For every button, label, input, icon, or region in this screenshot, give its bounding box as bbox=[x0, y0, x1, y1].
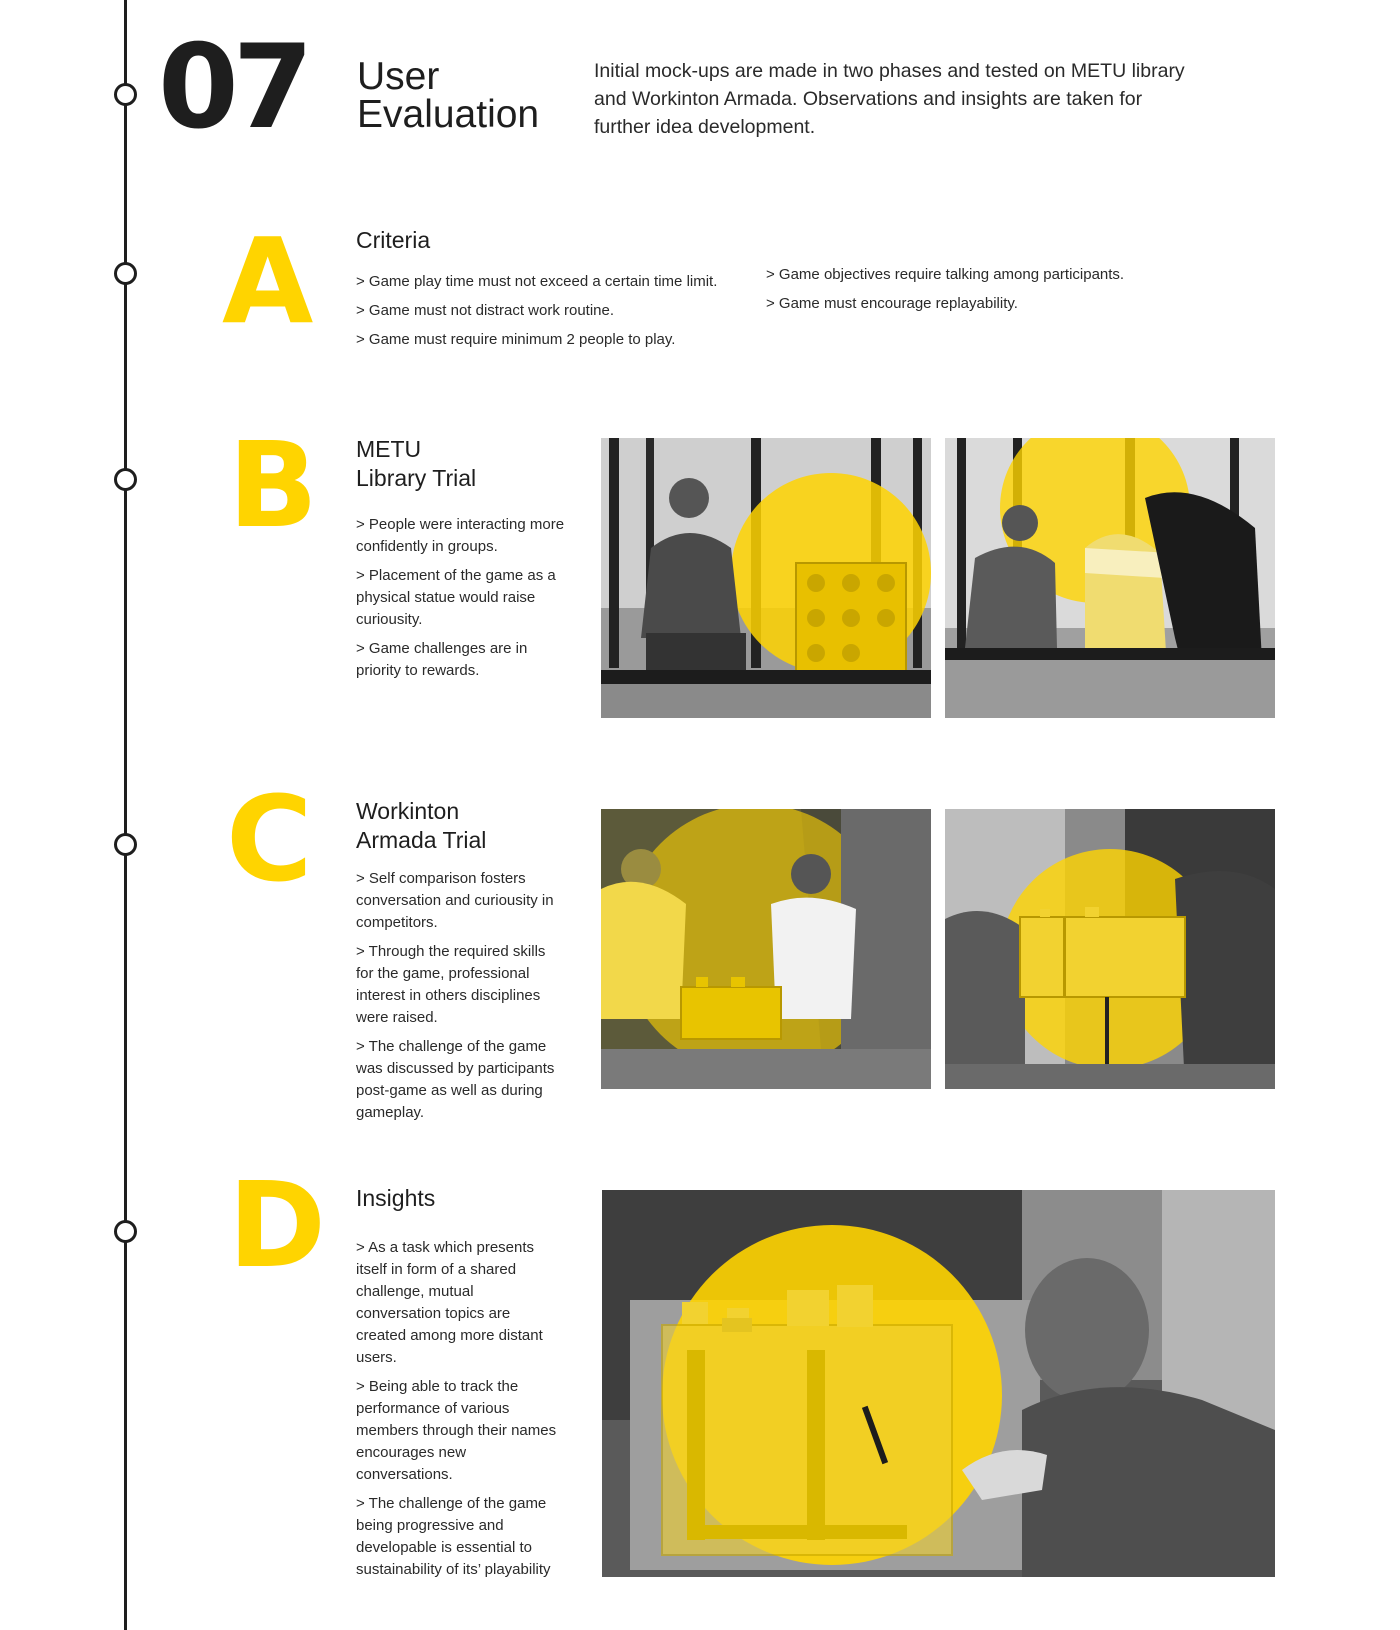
metu-photo-bench bbox=[601, 438, 931, 718]
timeline-line bbox=[124, 0, 127, 1630]
workinton-photo-game-box bbox=[945, 809, 1275, 1089]
metu-trial-item: > People were interacting more confidently in groups. bbox=[356, 516, 565, 555]
insights-heading: Insights bbox=[356, 1185, 436, 1211]
intro-paragraph: Initial mock-ups are made in two phases and tested on METU library and Workinton Armada. Observations and insights are taken for further idea development. bbox=[594, 60, 1185, 138]
metu-trial-item: > Placement of the game as a physical statue would raise curiousity. bbox=[356, 567, 556, 628]
criteria-list-right bbox=[766, 264, 1166, 322]
letter-c: C bbox=[226, 770, 313, 908]
insights-item: > As a task which presents itself in form of a shared challenge, mutual conversation topics are created among more distant users. bbox=[356, 1239, 543, 1366]
workinton-trial-heading-line1: Workinton bbox=[356, 798, 460, 824]
workinton-trial-heading-line2: Armada Trial bbox=[356, 827, 487, 853]
metu-photo-group bbox=[945, 438, 1275, 718]
metu-trial-heading bbox=[356, 435, 476, 493]
insights-list bbox=[356, 1237, 561, 1588]
workinton-trial-item: > The challenge of the game was discussed by participants post-game as well as during gameplay. bbox=[356, 1038, 555, 1121]
metu-trial-list bbox=[356, 514, 566, 689]
letter-a: A bbox=[222, 212, 314, 350]
metu-trial-item: > Game challenges are in priority to rewards. bbox=[356, 640, 528, 679]
criteria-heading: Criteria bbox=[356, 227, 431, 253]
criteria-item: > Game objectives require talking among participants. bbox=[766, 266, 1125, 283]
workinton-trial-heading bbox=[356, 797, 486, 855]
workinton-photo-discussion bbox=[601, 809, 931, 1089]
timeline-node-b bbox=[114, 468, 137, 491]
section-title bbox=[357, 55, 540, 136]
workinton-trial-item: > Through the required skills for the game, professional interest in others disciplines were raised. bbox=[356, 943, 546, 1026]
timeline-node-header bbox=[114, 83, 137, 106]
letter-d: D bbox=[228, 1156, 326, 1294]
metu-trial-heading-line1: METU bbox=[356, 436, 422, 462]
workinton-trial-list bbox=[356, 868, 566, 1131]
section-title-line1: User bbox=[357, 55, 440, 98]
letter-b: B bbox=[228, 416, 318, 554]
criteria-list-left bbox=[356, 271, 736, 358]
workinton-trial-item: > Self comparison fosters conversation and curiousity in competitors. bbox=[356, 870, 554, 931]
timeline-node-c bbox=[114, 833, 137, 856]
timeline-node-a bbox=[114, 262, 137, 285]
section-number: 07 bbox=[158, 20, 308, 155]
criteria-item: > Game must not distract work routine. bbox=[356, 302, 615, 319]
section-title-line2: Evaluation bbox=[357, 93, 540, 136]
timeline-node-d bbox=[114, 1220, 137, 1243]
insights-item: > The challenge of the game being progressive and developable is essential to sustainability of its’ playability bbox=[356, 1495, 551, 1578]
criteria-item: > Game play time must not exceed a certain time limit. bbox=[356, 273, 718, 290]
insights-photo-signing bbox=[602, 1190, 1275, 1577]
criteria-item: > Game must require minimum 2 people to play. bbox=[356, 331, 676, 348]
metu-trial-heading-line2: Library Trial bbox=[356, 465, 477, 491]
criteria-item: > Game must encourage replayability. bbox=[766, 295, 1018, 312]
insights-item: > Being able to track the performance of various members through their names encourages new conversations. bbox=[356, 1378, 557, 1483]
